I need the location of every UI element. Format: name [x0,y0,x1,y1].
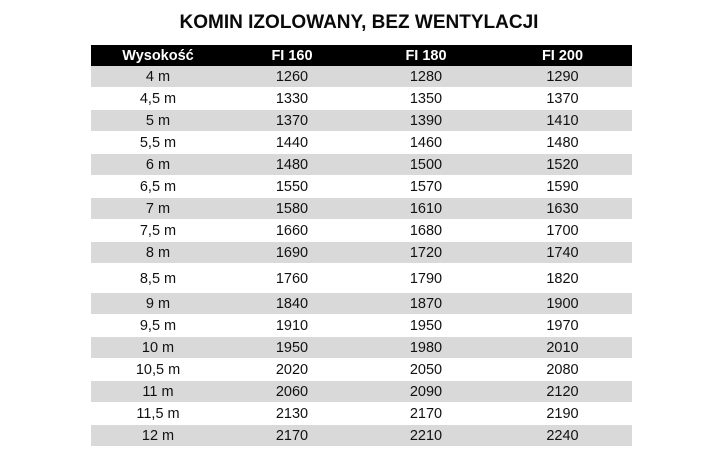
cell-height: 11 m [142,383,174,400]
cell-height: 9 m [145,295,171,312]
cell-fi160: 1660 [275,222,309,239]
table-row [91,358,632,380]
header-fi180: FI 180 [405,47,447,64]
cell-fi160: 1690 [275,244,309,261]
cell-fi200: 1290 [546,68,579,85]
cell-fi200: 2120 [546,383,579,400]
table-row [91,336,632,358]
cell-fi180: 1350 [409,90,443,107]
cell-fi160: 1480 [275,156,309,173]
cell-fi180: 1390 [409,112,443,129]
cell-fi200: 2080 [546,361,579,378]
table-row [91,153,632,175]
table-row [91,219,632,241]
cell-fi200: 1700 [546,222,579,239]
cell-fi160: 1760 [275,270,309,287]
cell-fi180: 1980 [409,339,443,356]
cell-fi180: 1610 [409,200,443,217]
cell-height: 8,5 m [139,270,177,287]
table-row [91,263,632,292]
table-row [91,175,632,197]
cell-fi180: 1500 [409,156,443,173]
cell-fi200: 1900 [546,295,579,312]
cell-fi180: 2210 [409,427,443,444]
cell-fi200: 1970 [546,317,579,334]
cell-fi180: 2050 [409,361,443,378]
cell-fi200: 1370 [546,90,579,107]
price-table [91,45,632,446]
cell-height: 8 m [145,244,171,261]
cell-fi200: 1740 [546,244,579,261]
cell-height: 5,5 m [139,134,177,151]
cell-height: 7 m [145,200,171,217]
cell-height: 10,5 m [135,361,181,378]
cell-fi180: 1870 [409,295,443,312]
cell-fi160: 1910 [275,317,309,334]
cell-fi160: 2060 [275,383,309,400]
cell-height: 9,5 m [139,317,177,334]
cell-fi200: 2190 [546,405,579,422]
cell-fi180: 2170 [409,405,443,422]
cell-fi200: 1410 [546,112,579,129]
table-row [91,314,632,336]
cell-fi180: 1460 [409,134,443,151]
cell-fi180: 1680 [409,222,443,239]
cell-fi160: 1260 [275,68,309,85]
cell-fi160: 1950 [275,339,309,356]
cell-fi160: 1440 [275,134,309,151]
table-row [91,87,632,109]
cell-fi200: 1630 [546,200,579,217]
cell-fi200: 1480 [546,134,579,151]
cell-fi160: 1580 [275,200,309,217]
cell-fi200: 1520 [546,156,579,173]
cell-fi160: 1330 [275,90,309,107]
header-fi200: FI 200 [541,47,584,64]
cell-fi180: 1280 [409,68,443,85]
cell-height: 6 m [145,156,171,173]
table-row [91,66,632,87]
table-row [91,424,632,446]
table-row [91,197,632,219]
cell-height: 12 m [141,427,175,444]
cell-height: 5 m [145,112,171,129]
cell-height: 7,5 m [139,222,177,239]
cell-fi200: 1590 [546,178,579,195]
cell-fi160: 2020 [275,361,309,378]
cell-fi160: 2130 [275,405,309,422]
cell-fi160: 1840 [275,295,309,312]
page-title: KOMIN IZOLOWANY, BEZ WENTYLACJI [179,12,539,33]
cell-fi160: 1550 [275,178,309,195]
table-row [91,241,632,263]
table-row [91,380,632,402]
cell-height: 11,5 m [136,405,180,422]
cell-fi180: 1950 [409,317,443,334]
table-row [91,131,632,153]
cell-fi180: 1570 [409,178,443,195]
cell-fi200: 1820 [546,270,579,287]
table-row [91,109,632,131]
header-height: Wysokość [122,47,194,64]
cell-fi160: 1370 [275,112,309,129]
cell-fi180: 2090 [409,383,443,400]
cell-fi180: 1790 [409,270,443,287]
table-row [91,292,632,314]
cell-height: 6,5 m [139,178,177,195]
cell-height: 10 m [141,339,175,356]
cell-fi200: 2010 [546,339,579,356]
table-row [91,402,632,424]
cell-fi200: 2240 [546,427,579,444]
cell-fi180: 1720 [409,244,443,261]
cell-height: 4,5 m [139,90,177,107]
cell-fi160: 2170 [275,427,309,444]
header-fi160: FI 160 [271,47,313,64]
table-header-row [91,45,632,66]
cell-height: 4 m [145,68,171,85]
